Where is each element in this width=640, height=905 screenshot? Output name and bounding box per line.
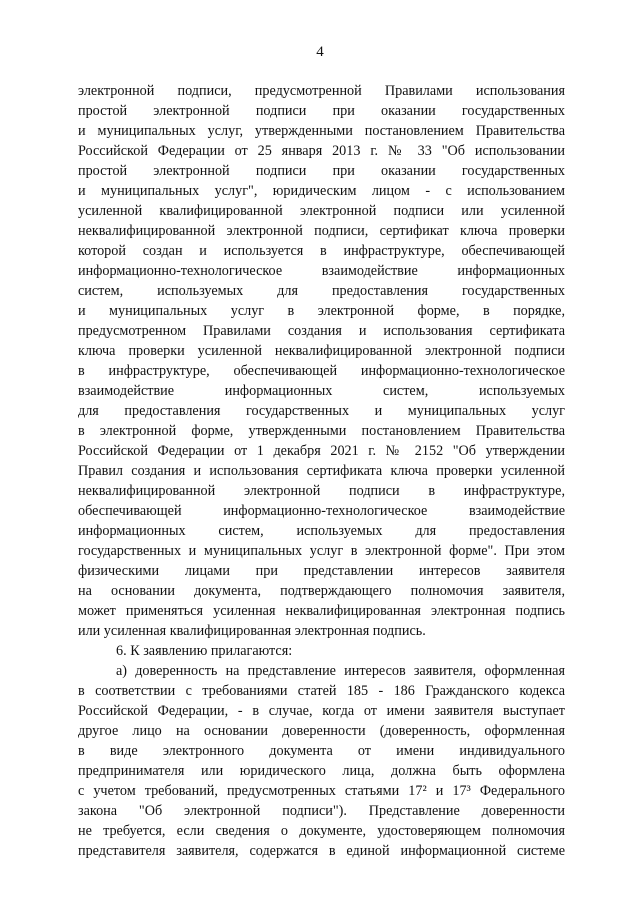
text-line: или усиленная квалифицированная электронная подпись. (78, 623, 426, 639)
text-line: ключа проверки усиленной неквалифицированной электронной подписи (78, 343, 565, 359)
text-line: закона "Об электронной подписи"). Представление доверенности (78, 803, 565, 819)
text-line: и муниципальных услуг", юридическим лицом - с использованием (78, 183, 565, 199)
text-line: в инфраструктуре, обеспечивающей информационно-технологическое (78, 363, 565, 379)
text-line: в соответствии с требованиями статей 185 - 186 Гражданского кодекса (78, 683, 565, 699)
text-line: электронной подписи, предусмотренной Правилами использования (78, 83, 565, 99)
text-line: обеспечивающей информационно-технологическое взаимодействие (78, 503, 565, 519)
text-line: предпринимателя или юридического лица, должна быть оформлена (78, 763, 565, 779)
text-line: взаимодействие информационных систем, используемых (78, 383, 565, 399)
text-line: на основании документа, подтверждающего полномочия заявителя, (78, 583, 565, 599)
text-line: информационных систем, используемых для предоставления (78, 523, 565, 539)
text-line: информационно-технологическое взаимодействие информационных (78, 263, 565, 279)
text-line: систем, используемых для предоставления государственных (78, 283, 565, 299)
text-line: 6. К заявлению прилагаются: (116, 643, 293, 659)
text-line: в электронной форме, утвержденными постановлением Правительства (78, 423, 565, 439)
text-line: простой электронной подписи при оказании государственных (78, 163, 565, 179)
text-line: простой электронной подписи при оказании государственных (78, 103, 565, 119)
text-line: физическими лицами при представлении интересов заявителя (78, 563, 565, 579)
text-line: государственных и муниципальных услуг в электронной форме". При этом (78, 543, 565, 559)
text-line: Российской Федерации от 1 декабря 2021 г. № 2152 "Об утверждении (78, 443, 565, 459)
text-line: с учетом требований, предусмотренных статьями 17² и 17³ Федерального (78, 783, 565, 799)
text-line: может применяться усиленная неквалифицированная электронная подпись (78, 603, 565, 619)
text-line: не требуется, если сведения о документе, удостоверяющем полномочия (78, 823, 565, 839)
text-line: и муниципальных услуг, утвержденными постановлением Правительства (78, 123, 565, 139)
page-number: 4 (316, 44, 324, 60)
text-line: представителя заявителя, содержатся в единой информационной системе (78, 843, 565, 859)
text-line: другое лицо на основании доверенности (доверенность, оформленная (78, 723, 565, 739)
text-line: неквалифицированной электронной подписи, сертификат ключа проверки (78, 223, 565, 239)
text-line: усиленной квалифицированной электронной подписи или усиленной (78, 203, 565, 219)
text-line: а) доверенность на представление интересов заявителя, оформленная (116, 663, 565, 679)
text-line: в виде электронного документа от имени индивидуального (78, 743, 565, 759)
text-line: Российской Федерации от 25 января 2013 г. № 33 "Об использовании (78, 143, 565, 159)
text-line: и муниципальных услуг в электронной форме, в порядке, (78, 303, 565, 319)
text-line: для предоставления государственных и муниципальных услуг (78, 403, 565, 419)
text-line: Правил создания и использования сертификата ключа проверки усиленной (78, 463, 565, 479)
document-body (78, 81, 565, 861)
text-line: Российской Федерации, - в случае, когда от имени заявителя выступает (78, 703, 565, 719)
text-line: предусмотренном Правилами создания и использования сертификата (78, 323, 565, 339)
text-line: которой создан и используется в инфраструктуре, обеспечивающей (78, 243, 565, 259)
text-line: неквалифицированной электронной подписи в инфраструктуре, (78, 483, 565, 499)
